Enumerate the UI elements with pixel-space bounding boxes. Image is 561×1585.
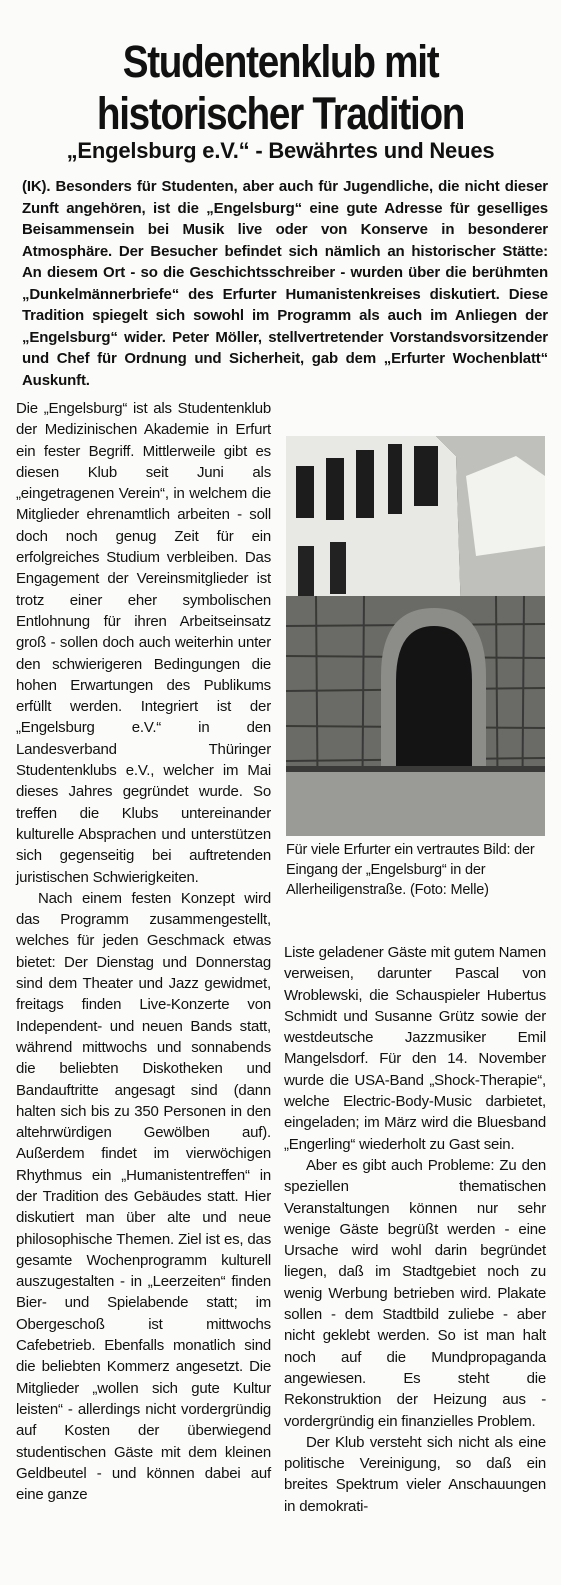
right-column bbox=[284, 942, 546, 1517]
subheadline: „Engelsburg e.V.“ - Bewährtes und Neues bbox=[66, 138, 495, 163]
left-column bbox=[16, 398, 271, 1505]
photo-illustration bbox=[286, 436, 545, 836]
body-paragraph: Der Klub versteht sich nicht als eine politische Vereinigung, so daß ein breites Spektrum vieler Anschauungen in demokrati- bbox=[284, 1433, 546, 1515]
body-paragraph: Die „Engelsburg“ ist als Studentenklub der Medizinischen Akademie in Erfurt ein fester Begriff. Mittlerweile gibt es diesen Klub seit Juni als „eingetragenen Verein“, in welchem die Mitglieder ehrenamtlich arbeiten - soll doch noch genug Zeit für ein erfolgreiches Studium verbleiben. Das Engagement der Vereinsmitglieder ist trotz einer eher symbolischen Entlohnung für ihren Arbeitseinsatz groß - sollen doch auch weiterhin unter den schwierigeren Bedingungen die hohen Erwartungen des Publikums erfüllt werden. Integriert ist der „Engelsburg e.V.“ in den Landesverband Thüringer Studentenklubs e.V., welcher im Mai dieses Jahres gegründet wurde. So treffen die Klubs untereinander kulturelle Absprachen und unterstützen sich gegenseitig bei auftretenden juristischen Schwierigkeiten. bbox=[16, 400, 271, 886]
body-paragraph: Aber es gibt auch Probleme: Zu den speziellen thematischen Veranstaltungen können nur sehr wenige Gäste begrüßt werden - eine Ursache wird wohl darin begründet liegen, daß im Stadtgebiet noch zu wenig Werbung betrieben wird. Plakate sollen - dem Stadtbild zuliebe - aber nicht geklebt werden. So ist man halt noch auf die Mundpropaganda angewiesen. Es steht die Rekonstruktion der Heizung aus - vordergründig ein finanzielles Problem. bbox=[284, 1156, 546, 1430]
headline bbox=[39, 36, 521, 140]
headline-line-2: historischer Tradition bbox=[96, 88, 465, 140]
photo-caption: Für viele Erfurter ein vertrautes Bild: der Eingang der „Engelsburg“ in der Allerheiligenstraße. (Foto: Melle) bbox=[286, 842, 535, 898]
photo-engelsburg-entrance bbox=[286, 436, 545, 836]
lead-paragraph: (IK). Besonders für Studenten, aber auch für Jugendliche, die nicht dieser Zunft angehören, ist die „Engelsburg“ eine gute Adresse für geselliges Beisammensein bei Musik live oder von Konserve in besonderer Atmosphäre. Der Besucher befindet sich nämlich an historischer Stätte: An diesem Ort - so die Geschichtsschreiber - wurden über die berühmten „Dunkelmännerbriefe“ des Erfurter Humanistenkreises diskutiert. Diese Tradition spiegelt sich sowohl im Programm als auch im Anliegen der „Engelsburg“ wider. Peter Möller, stellvertretender Vorstandsvorsitzender und Chef für Ordnung und Sicherheit, gab dem „Erfurter Wochenblatt“ Auskunft. bbox=[22, 178, 548, 389]
body-paragraph: Liste geladener Gäste mit gutem Namen verweisen, darunter Pascal von Wroblewski, die Schauspieler Hubertus Schmidt und Susanne Grütz sowie der westdeutsche Jazzmusiker Emil Mangelsdorf. Für den 14. November wurde die USA-Band „Shock-Therapie“, welche Electric-Body-Music darbietet, eingeladen; im März wird die Bluesband „Engerling“ wiederholt zu Gast sein. bbox=[284, 944, 546, 1153]
body-paragraph: Nach einem festen Konzept wird das Programm zusammengestellt, welches für jeden Geschmack etwas bietet: Der Dienstag und Donnerstag sind dem Theater und Jazz gewidmet, freitags finden Live-Konzerte von Independent- und neuen Bands statt, während mittwochs und sonnabends die beliebten Diskotheken und Bandauftritte angesagt sind (dann halten sich bis zu 350 Personen in den altehrwürdigen Gewölben auf). Außerdem findet im vierwöchigen Rhythmus ein „Humanistentreffen“ in der Tradition des Gebäudes statt. Hier diskutiert man über alte und neue philosophische Themen. Ziel ist es, das gesamte Wochenprogramm kulturell auszugestalten - in „Leerzeiten“ finden Bier- und Spielabende statt; im Obergeschoß ist mittwochs Cafebetrieb. Ebenfalls monatlich sind die beliebten Kommerz angesetzt. Die Mitglieder „wollen sich gute Kultur leisten“ - allerdings nicht vordergründig auf Kosten der überwiegend studentischen Gäste mit dem kleinen Geldbeutel - und können dabei auf eine ganze bbox=[16, 889, 271, 1504]
headline-line-1: Studentenklub mit bbox=[122, 36, 439, 88]
